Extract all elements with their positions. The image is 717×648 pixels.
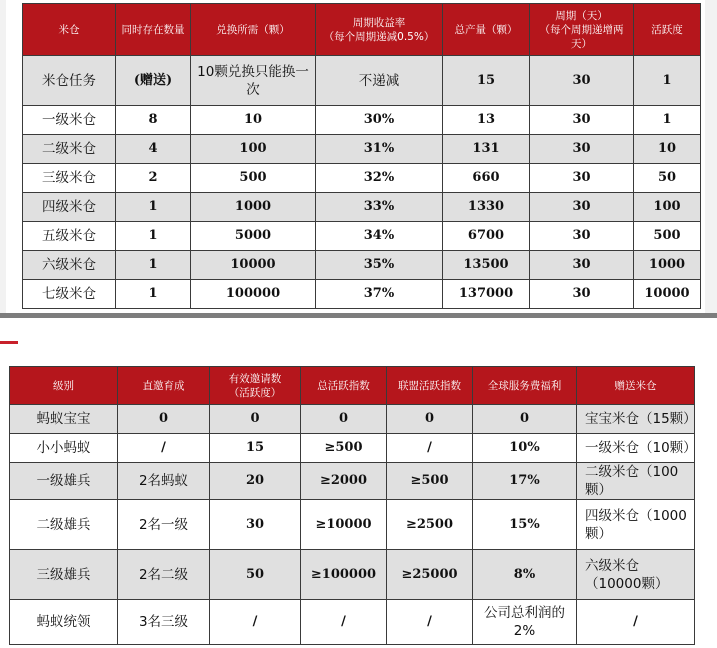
table-row xyxy=(23,193,701,222)
page-divider xyxy=(0,313,717,318)
column-header: 赠送米仓 xyxy=(577,367,695,405)
table-cell: 1000 xyxy=(634,251,701,280)
table-cell: 1000 xyxy=(191,193,316,222)
row-name-cell: 蚂蚁统领 xyxy=(10,600,118,645)
table-cell: ≥25000 xyxy=(387,550,473,600)
row-name-cell: 六级米仓 xyxy=(23,251,116,280)
member-level-table xyxy=(9,366,695,645)
table-cell: 34% xyxy=(316,222,443,251)
table-cell: 30 xyxy=(530,56,634,106)
row-name-cell: 五级米仓 xyxy=(23,222,116,251)
table-cell: 1 xyxy=(634,56,701,106)
table-cell: 131 xyxy=(443,135,530,164)
table-cell: 不递减 xyxy=(316,56,443,106)
table-cell: 500 xyxy=(634,222,701,251)
table-cell: 0 xyxy=(387,405,473,434)
table-cell: 35% xyxy=(316,251,443,280)
table-cell: 660 xyxy=(443,164,530,193)
table-cell: 15 xyxy=(210,434,301,463)
table-row xyxy=(10,463,695,500)
table-cell: 10000 xyxy=(634,280,701,309)
table-cell: 30 xyxy=(530,135,634,164)
table-cell: 20 xyxy=(210,463,301,500)
row-name-cell: 一级米仓 xyxy=(23,106,116,135)
table-cell: ≥500 xyxy=(301,434,387,463)
column-header: 同时存在数量 xyxy=(116,4,191,56)
table-row xyxy=(10,550,695,600)
table-cell: 二级米仓（100颗） xyxy=(577,463,695,500)
table-row xyxy=(10,405,695,434)
table-cell: 1330 xyxy=(443,193,530,222)
column-header: 全球服务费福利 xyxy=(473,367,577,405)
table-cell: 30 xyxy=(530,106,634,135)
table-cell: 六级米仓（10000颗） xyxy=(577,550,695,600)
table-cell: 1 xyxy=(116,251,191,280)
table-row xyxy=(10,500,695,550)
column-header: 联盟活跃指数 xyxy=(387,367,473,405)
table-cell: 100 xyxy=(191,135,316,164)
table-cell: 30 xyxy=(530,164,634,193)
table-cell: ≥2500 xyxy=(387,500,473,550)
table-cell: ≥10000 xyxy=(301,500,387,550)
right-margin-strip xyxy=(705,0,717,313)
table-cell: 15% xyxy=(473,500,577,550)
table-cell: 30 xyxy=(530,222,634,251)
table-row xyxy=(23,135,701,164)
left-margin-strip xyxy=(0,0,6,313)
table-cell: 10 xyxy=(634,135,701,164)
table-cell: 137000 xyxy=(443,280,530,309)
table-cell: / xyxy=(387,600,473,645)
table-cell: 10颗兑换只能换一次 xyxy=(191,56,316,106)
column-header: 总产量（颗） xyxy=(443,4,530,56)
table-cell: 500 xyxy=(191,164,316,193)
table-cell: 6700 xyxy=(443,222,530,251)
table-cell: 13 xyxy=(443,106,530,135)
row-name-cell: 小小蚂蚁 xyxy=(10,434,118,463)
table-cell: 50 xyxy=(634,164,701,193)
table-row xyxy=(10,600,695,645)
table-cell: 1 xyxy=(116,193,191,222)
table-cell: 100000 xyxy=(191,280,316,309)
row-name-cell: 一级雄兵 xyxy=(10,463,118,500)
column-header: 级别 xyxy=(10,367,118,405)
table-cell: 32% xyxy=(316,164,443,193)
table-cell: 2名二级 xyxy=(118,550,210,600)
table-cell: (赠送) xyxy=(116,56,191,106)
table-cell: 30 xyxy=(530,193,634,222)
table-cell: 3名三级 xyxy=(118,600,210,645)
table-cell: 0 xyxy=(301,405,387,434)
table-cell: 8% xyxy=(473,550,577,600)
table-row xyxy=(23,251,701,280)
table-row xyxy=(23,164,701,193)
table-cell: 50 xyxy=(210,550,301,600)
table-row xyxy=(23,106,701,135)
table-cell: 13500 xyxy=(443,251,530,280)
column-header: 兑换所需（颗） xyxy=(191,4,316,56)
column-header: 活跃度 xyxy=(634,4,701,56)
table-cell: 1 xyxy=(634,106,701,135)
row-name-cell: 米仓任务 xyxy=(23,56,116,106)
row-name-cell: 七级米仓 xyxy=(23,280,116,309)
table-cell: ≥100000 xyxy=(301,550,387,600)
column-header: 周期收益率 （每个周期递减0.5%） xyxy=(316,4,443,56)
table-cell: 10 xyxy=(191,106,316,135)
table-cell: 四级米仓（1000颗） xyxy=(577,500,695,550)
table-cell: 2 xyxy=(116,164,191,193)
table-cell: ≥2000 xyxy=(301,463,387,500)
table-cell: 100 xyxy=(634,193,701,222)
table-cell: 30% xyxy=(316,106,443,135)
table-cell: 37% xyxy=(316,280,443,309)
table-header-row xyxy=(23,4,701,56)
table-row xyxy=(10,434,695,463)
table-cell: / xyxy=(118,434,210,463)
column-header: 直邀育成 xyxy=(118,367,210,405)
row-name-cell: 三级雄兵 xyxy=(10,550,118,600)
table-cell: / xyxy=(387,434,473,463)
table-cell: 0 xyxy=(118,405,210,434)
table-cell: 1 xyxy=(116,280,191,309)
rice-granary-table xyxy=(22,3,701,309)
table-cell: 10% xyxy=(473,434,577,463)
table-cell: 4 xyxy=(116,135,191,164)
table-row xyxy=(23,222,701,251)
column-header: 有效邀请数 （活跃度） xyxy=(210,367,301,405)
table-cell: 15 xyxy=(443,56,530,106)
column-header: 周期（天） （每个周期递增两天） xyxy=(530,4,634,56)
table-row xyxy=(23,56,701,106)
table-cell: 1 xyxy=(116,222,191,251)
table-cell: ≥500 xyxy=(387,463,473,500)
table-cell: 2名蚂蚁 xyxy=(118,463,210,500)
table-cell: 17% xyxy=(473,463,577,500)
table-cell: 5000 xyxy=(191,222,316,251)
table-header-row xyxy=(10,367,695,405)
table-cell: 30 xyxy=(530,251,634,280)
table-row xyxy=(23,280,701,309)
table-cell: 一级米仓（10颗） xyxy=(577,434,695,463)
row-name-cell: 四级米仓 xyxy=(23,193,116,222)
column-header: 米仓 xyxy=(23,4,116,56)
table-cell: 31% xyxy=(316,135,443,164)
table-cell: 0 xyxy=(473,405,577,434)
table-cell: 2名一级 xyxy=(118,500,210,550)
table-cell: 8 xyxy=(116,106,191,135)
table-cell: / xyxy=(301,600,387,645)
table-cell: 33% xyxy=(316,193,443,222)
column-header: 总活跃指数 xyxy=(301,367,387,405)
row-name-cell: 二级雄兵 xyxy=(10,500,118,550)
table-cell: 30 xyxy=(530,280,634,309)
table-cell: 30 xyxy=(210,500,301,550)
table-cell: 公司总利润的2% xyxy=(473,600,577,645)
table-cell: 0 xyxy=(210,405,301,434)
table-cell: / xyxy=(577,600,695,645)
table-cell: 10000 xyxy=(191,251,316,280)
row-name-cell: 蚂蚁宝宝 xyxy=(10,405,118,434)
table-cell: 宝宝米仓（15颗） xyxy=(577,405,695,434)
row-name-cell: 三级米仓 xyxy=(23,164,116,193)
row-name-cell: 二级米仓 xyxy=(23,135,116,164)
table-cell: / xyxy=(210,600,301,645)
section-accent-mark xyxy=(0,341,18,344)
